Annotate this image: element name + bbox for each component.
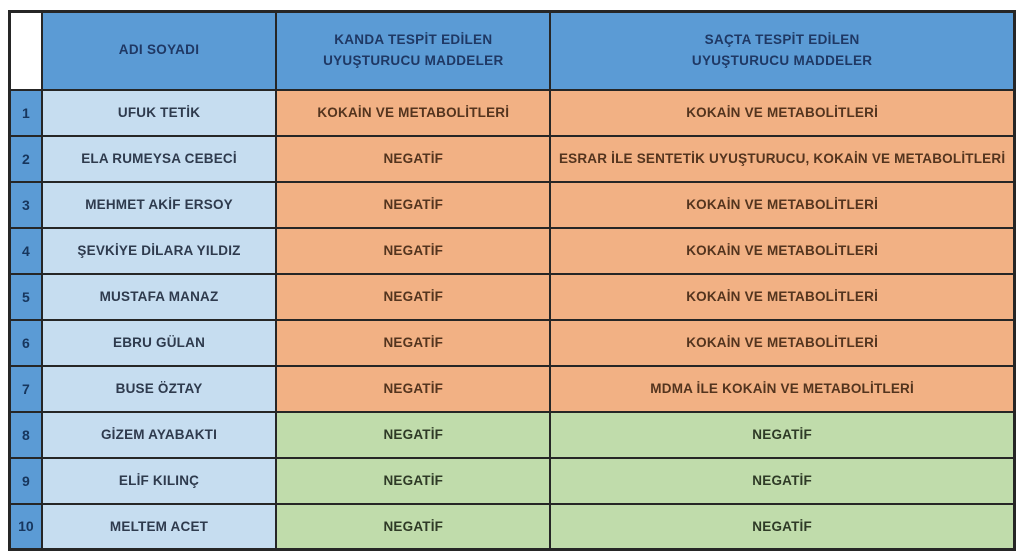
blood-column-header <box>276 12 550 90</box>
row-number-cell: 9 <box>10 458 42 504</box>
hair-result-cell: KOKAİN VE METABOLİTLERİ <box>550 228 1014 274</box>
blood-result-cell: KOKAİN VE METABOLİTLERİ <box>276 90 550 136</box>
table-header <box>10 12 1015 90</box>
person-name-cell: GİZEM AYABAKTI <box>42 412 277 458</box>
table-row <box>10 366 1015 412</box>
hair-result-cell: NEGATİF <box>550 458 1014 504</box>
table-row <box>10 274 1015 320</box>
table-row <box>10 504 1015 550</box>
blood-result-cell: NEGATİF <box>276 136 550 182</box>
blood-result-cell: NEGATİF <box>276 412 550 458</box>
hair-column-header <box>550 12 1014 90</box>
name-column-header: ADI SOYADI <box>42 12 277 90</box>
blood-result-cell: NEGATİF <box>276 366 550 412</box>
row-number-cell: 3 <box>10 182 42 228</box>
table-row <box>10 320 1015 366</box>
table-row <box>10 228 1015 274</box>
person-name-cell: MEHMET AKİF ERSOY <box>42 182 277 228</box>
header-row <box>10 12 1015 90</box>
person-name-cell: ELA RUMEYSA CEBECİ <box>42 136 277 182</box>
table-body <box>10 90 1015 550</box>
blood-header-line1: KANDA TESPİT EDİLEN <box>334 31 493 47</box>
blood-header-line2: UYUŞTURUCU MADDELER <box>323 52 504 68</box>
row-number-cell: 7 <box>10 366 42 412</box>
row-number-cell: 4 <box>10 228 42 274</box>
drug-test-results-table <box>8 10 1016 551</box>
person-name-cell: UFUK TETİK <box>42 90 277 136</box>
row-number-cell: 5 <box>10 274 42 320</box>
table-row <box>10 182 1015 228</box>
row-number-cell: 8 <box>10 412 42 458</box>
hair-result-cell: NEGATİF <box>550 412 1014 458</box>
blood-result-cell: NEGATİF <box>276 458 550 504</box>
hair-header-line2: UYUŞTURUCU MADDELER <box>691 52 873 68</box>
blood-result-cell: NEGATİF <box>276 228 550 274</box>
hair-result-cell: KOKAİN VE METABOLİTLERİ <box>550 90 1014 136</box>
person-name-cell: BUSE ÖZTAY <box>42 366 277 412</box>
hair-result-cell: MDMA İLE KOKAİN VE METABOLİTLERİ <box>550 366 1014 412</box>
index-column-header <box>10 12 42 90</box>
person-name-cell: MELTEM ACET <box>42 504 277 550</box>
hair-result-cell: KOKAİN VE METABOLİTLERİ <box>550 274 1014 320</box>
person-name-cell: ELİF KILINÇ <box>42 458 277 504</box>
blood-result-cell: NEGATİF <box>276 274 550 320</box>
hair-header-line1: SAÇTA TESPİT EDİLEN <box>704 31 860 47</box>
person-name-cell: EBRU GÜLAN <box>42 320 277 366</box>
person-name-cell: MUSTAFA MANAZ <box>42 274 277 320</box>
blood-result-cell: NEGATİF <box>276 182 550 228</box>
row-number-cell: 6 <box>10 320 42 366</box>
hair-result-cell: ESRAR İLE SENTETİK UYUŞTURUCU, KOKAİN VE METABOLİTLERİ <box>550 136 1014 182</box>
table-row <box>10 412 1015 458</box>
hair-result-cell: KOKAİN VE METABOLİTLERİ <box>550 320 1014 366</box>
table-row <box>10 136 1015 182</box>
blood-result-cell: NEGATİF <box>276 504 550 550</box>
row-number-cell: 2 <box>10 136 42 182</box>
table-row <box>10 90 1015 136</box>
row-number-cell: 10 <box>10 504 42 550</box>
blood-result-cell: NEGATİF <box>276 320 550 366</box>
hair-result-cell: NEGATİF <box>550 504 1014 550</box>
row-number-cell: 1 <box>10 90 42 136</box>
person-name-cell: ŞEVKİYE DİLARA YILDIZ <box>42 228 277 274</box>
hair-result-cell: KOKAİN VE METABOLİTLERİ <box>550 182 1014 228</box>
table-row <box>10 458 1015 504</box>
